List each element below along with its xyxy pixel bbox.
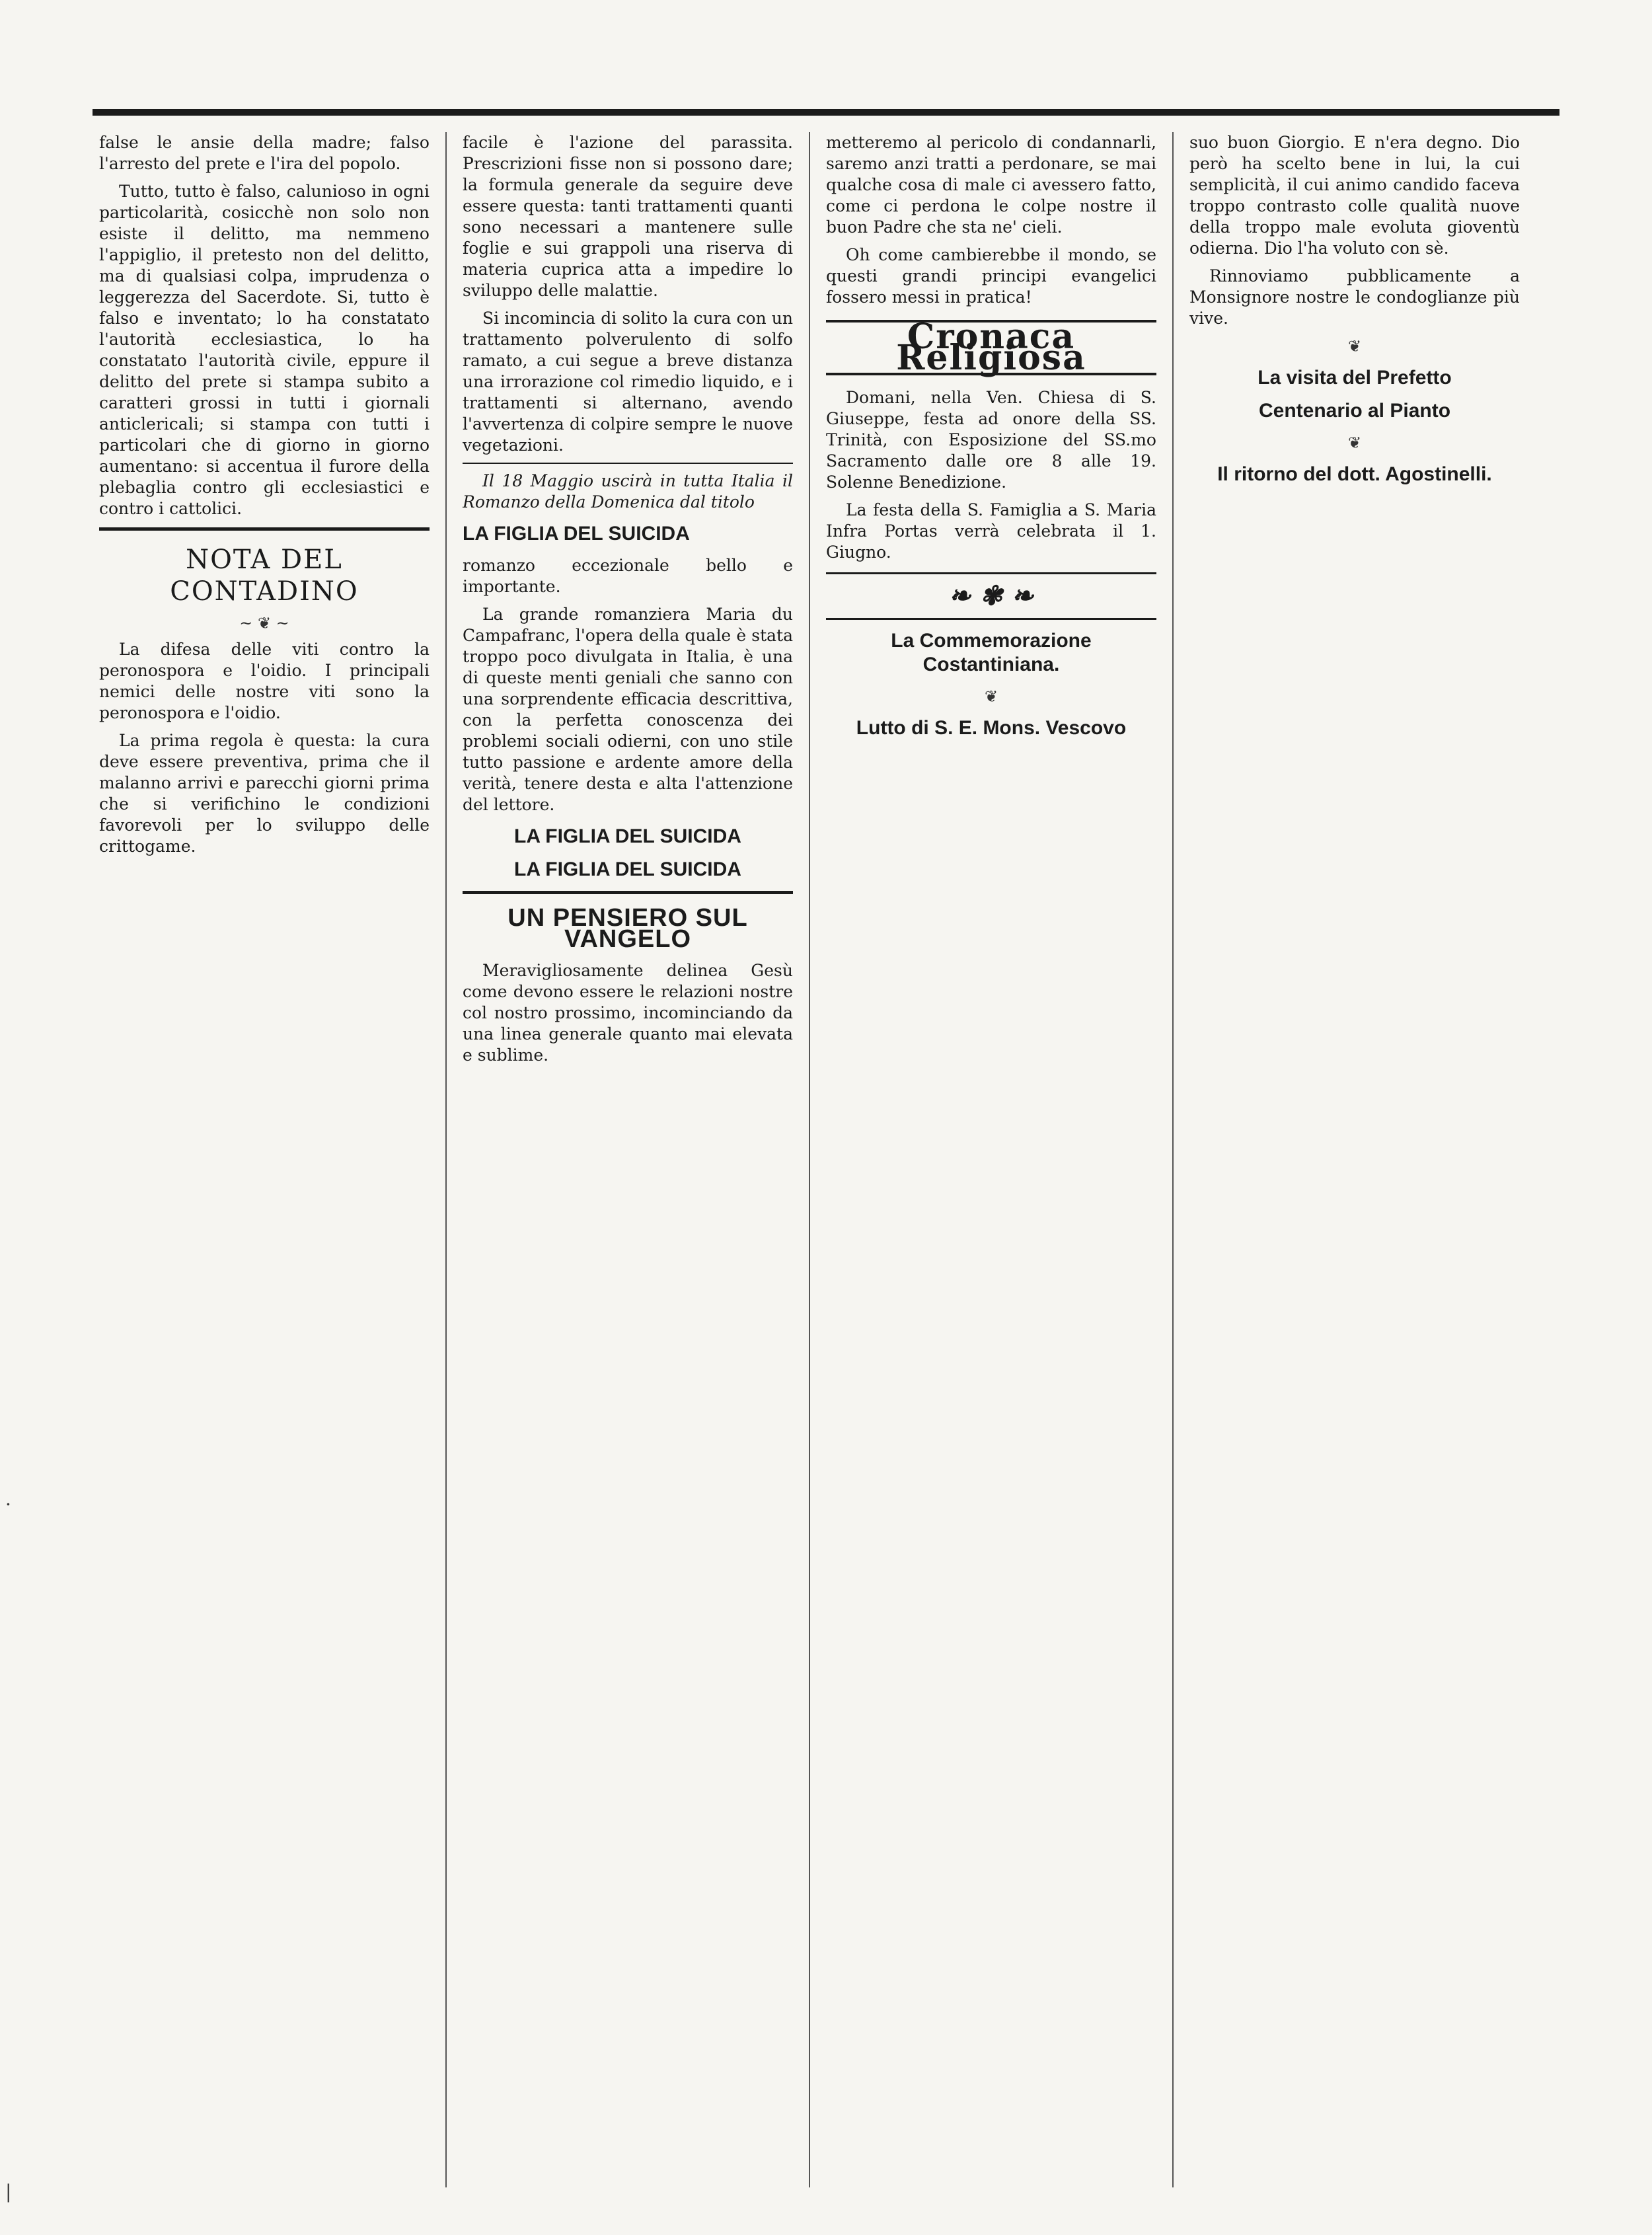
rule: [463, 891, 793, 894]
column-divider: [1172, 132, 1174, 2187]
paragraph: Tutto, tutto è falso, calunioso in ogni particolarità, cosicchè non solo non esiste il delitto, ma nemmeno l'appiglio, il pretesto non del delitto, ma di qualsiasi colpa, imprudenza o leggerezza del Sacerdote. Si, tutto è falso e inventato; lo ha constatato l'autorità ecclesiastica, lo ha constatato l'autorità civile, eppure il delitto del prete si stampa subito a caratteri grossi in tutti i giornali anticlericali; si stampa con tutti i particolari che di giorno in giorno aumentano: si accentua il furore della plebaglia contro gli ecclesiastici e contro i cattolici.: [99, 182, 430, 518]
paragraph: La difesa delle viti contro la peronospora e l'oidio. I principali nemici delle nostre viti sono la peronospora e l'oidio.: [99, 640, 430, 722]
section-heading-prefetto: La visita del Prefetto: [1258, 367, 1452, 389]
paragraph: La prima regola è questa: la cura deve essere preventiva, prima che il malanno arrivi e parecchi giorni prima che si verifichino le condizioni favorevoli per lo sviluppo delle crittogame.: [99, 731, 430, 856]
column-2: [463, 132, 793, 2187]
paragraph: false le ansie della madre; falso l'arresto del prete e l'ira del popolo.: [99, 133, 430, 173]
paragraph: suo buon Giorgio. E n'era degno. Dio però ha scelto bene in lui, la cui semplicità, il cui animo candido faceva troppo contrasto colle qualità nuove della troppo male evoluta gioventù odierna. Dio l'ha voluto con sè.: [1189, 133, 1520, 258]
margin-mark: ·: [5, 1494, 11, 1515]
novel-title: LA FIGLIA DEL SUICIDA: [514, 858, 741, 880]
margin-mark: |: [5, 2181, 12, 2203]
paragraph: Oh come cambierebbe il mondo, se questi grandi principi evangelici fossero messi in pratica!: [826, 245, 1156, 307]
column-divider: [445, 132, 447, 2187]
ornament-icon: ❦: [1347, 434, 1362, 452]
paragraph: Domani, nella Ven. Chiesa di S. Giuseppe, festa ad onore della SS. Trinità, con Esposizione del SS.mo Sacramento dalle ore 8 alle 19. Solenne Benedizione.: [826, 388, 1156, 492]
column-3: [826, 132, 1156, 2187]
section-heading-contadino: NOTA DEL CONTADINO: [170, 545, 359, 607]
section-heading-lutto: Lutto di S. E. Mons. Vescovo: [856, 717, 1127, 739]
announcement: Il 18 Maggio uscirà in tutta Italia il Romanzo della Domenica dal titolo: [463, 471, 793, 511]
paragraph: Si incomincia di solito la cura con un trattamento polverulento di solfo ramato, a cui segue a breve distanza una irrorazione col rimedio liquido, e i trattamenti si alternano, avendo l'avvertenza di colpire sempre le nuove vegetazioni.: [463, 309, 793, 455]
column-4: [1189, 132, 1520, 2187]
paragraph: La festa della S. Famiglia a S. Maria Infra Portas verrà celebrata il 1. Giugno.: [826, 500, 1156, 562]
ornament-icon: ❦: [1347, 337, 1362, 356]
section-heading-agostinelli: Il ritorno del dott. Agostinelli.: [1217, 463, 1492, 485]
paragraph: romanzo eccezionale bello e importante.: [463, 556, 793, 596]
section-heading-vangelo: UN PENSIERO SUL VANGELO: [507, 904, 748, 953]
novel-title: LA FIGLIA DEL SUICIDA: [463, 523, 690, 545]
section-heading-centenario: Centenario al Pianto: [1258, 400, 1451, 422]
column-divider: [809, 132, 810, 2187]
section-heading-cronaca: Cronaca Religiosa: [826, 320, 1156, 375]
paragraph: La grande romanziera Maria du Campafranc, l'opera della quale è stata troppo poco divulgata in Italia, è una di queste menti geniali che sanno con una sorprendente efficacia descrittiva, con la perfetta conoscenza dei problemi sociali odierni, con uno stile tutto passione e ardente amore della verità, tenere desta e alta l'attenzione del lettore.: [463, 605, 793, 814]
cronaca-cittadina-banner: [826, 572, 1156, 620]
paragraph: Rinnoviamo pubblicamente a Monsignore nostre le condoglianze più vive.: [1189, 266, 1520, 328]
column-1: [99, 132, 430, 2187]
ornament-icon: ~ ❦ ~: [239, 614, 289, 632]
paragraph: metteremo al pericolo di condannarli, saremo anzi tratti a perdonare, se mai qualche cosa di male ci avessero fatto, come ci perdona le colpe nostre il buon Padre che sta ne' cieli.: [826, 133, 1156, 237]
paragraph: Meravigliosamente delinea Gesù come devono essere le relazioni nostre col nostro prossimo, incominciando da una linea generale quanto mai elevata e sublime.: [463, 961, 793, 1065]
banner-ornament-icon: ❧ ✾ ❧: [948, 580, 1034, 611]
section-heading-commemorazione: La Commemorazione Costantiniana.: [891, 630, 1092, 675]
ornament-icon: ❦: [984, 687, 998, 706]
rule: [463, 463, 793, 464]
top-rule: [93, 109, 1559, 116]
paragraph: facile è l'azione del parassita. Prescrizioni fisse non si possono dare; la formula generale da seguire deve essere questa: tanti trattamenti quanti sono necessari a mantenere sulle foglie e sui grappoli una riserva di materia cuprica atta a impedire lo sviluppo delle malattie.: [463, 133, 793, 300]
rule: [99, 527, 430, 531]
novel-title: LA FIGLIA DEL SUICIDA: [514, 825, 741, 847]
